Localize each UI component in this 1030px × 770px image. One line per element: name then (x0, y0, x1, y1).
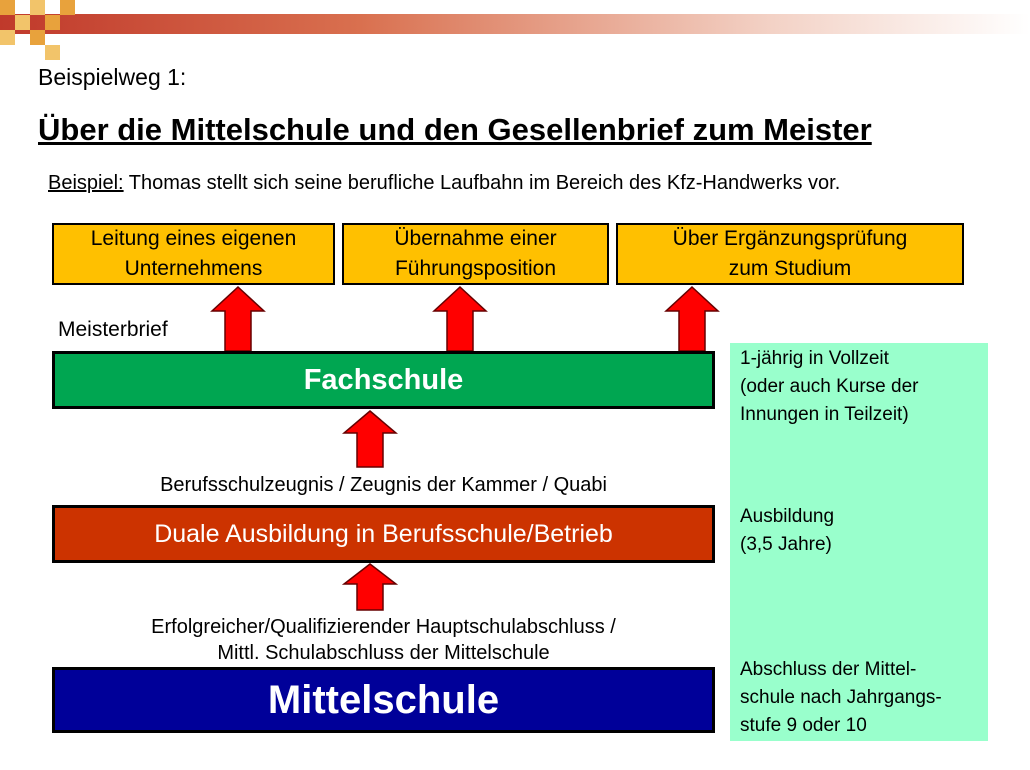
deco-square (30, 30, 45, 45)
side-fach-text (740, 345, 919, 429)
arrow-up-icon (342, 409, 398, 469)
example-label: Beispiel: (48, 172, 124, 194)
duale-ausbildung-bar (52, 505, 715, 563)
side-info-panel (730, 343, 988, 741)
deco-square (15, 15, 30, 30)
goal-text: Über Ergänzungsprüfung (672, 227, 908, 250)
side-line: stufe 9 oder 10 (740, 715, 867, 736)
slide-subtitle: Beispielweg 1: (38, 64, 187, 90)
deco-square (60, 0, 75, 15)
deco-square (45, 15, 60, 30)
side-line: (3,5 Jahre) (740, 534, 832, 555)
meisterbrief-label: Meisterbrief (58, 318, 168, 341)
caption-line: Mittl. Schulabschluss der Mittelschule (217, 642, 550, 664)
arrow-up-icon (210, 285, 266, 353)
side-ausbildung-text (740, 503, 834, 559)
example-line (48, 172, 840, 195)
goal-box-studium (616, 223, 964, 285)
hauptschul-caption (52, 614, 715, 666)
caption-line: Erfolgreicher/Qualifizierender Hauptschulabschluss / (151, 616, 616, 638)
goal-text: Führungsposition (394, 257, 557, 280)
duale-label: Duale Ausbildung in Berufsschule/Betrieb (154, 519, 613, 548)
side-line: 1-jährig in Vollzeit (740, 348, 889, 369)
goal-box-fuehrung (342, 223, 609, 285)
example-text: Thomas stellt sich seine berufliche Laufbahn im Bereich des Kfz-Handwerks vor. (123, 172, 841, 194)
berufsschule-caption: Berufsschulzeugnis / Zeugnis der Kammer / Quabi (160, 474, 607, 496)
side-line: schule nach Jahrgangs- (740, 687, 942, 708)
side-line: Ausbildung (740, 506, 835, 527)
goal-text: Leitung eines eigenen (90, 227, 297, 250)
arrow-up-icon (342, 562, 398, 612)
goal-text: Unternehmens (124, 257, 263, 280)
deco-square (45, 45, 60, 60)
fachschule-label: Fachschule (303, 363, 464, 396)
goal-box-leitung (52, 223, 335, 285)
fachschule-bar (52, 351, 715, 409)
deco-square (0, 30, 15, 45)
side-mittel-text (740, 656, 942, 740)
side-line: (oder auch Kurse der (740, 376, 919, 397)
arrow-up-icon (664, 285, 720, 353)
side-line: Innungen in Teilzeit) (740, 404, 909, 425)
header-gradient-bar (0, 14, 1030, 34)
arrow-up-icon (432, 285, 488, 353)
goal-text: Übernahme einer (394, 227, 557, 250)
slide-title: Über die Mittelschule und den Gesellenbrief zum Meister (38, 112, 872, 147)
side-line: Abschluss der Mittel- (740, 659, 917, 680)
mittelschule-bar (52, 667, 715, 733)
deco-square (0, 0, 15, 15)
goal-text: zum Studium (728, 257, 852, 280)
mittelschule-label: Mittelschule (267, 677, 500, 722)
deco-square (30, 0, 45, 15)
